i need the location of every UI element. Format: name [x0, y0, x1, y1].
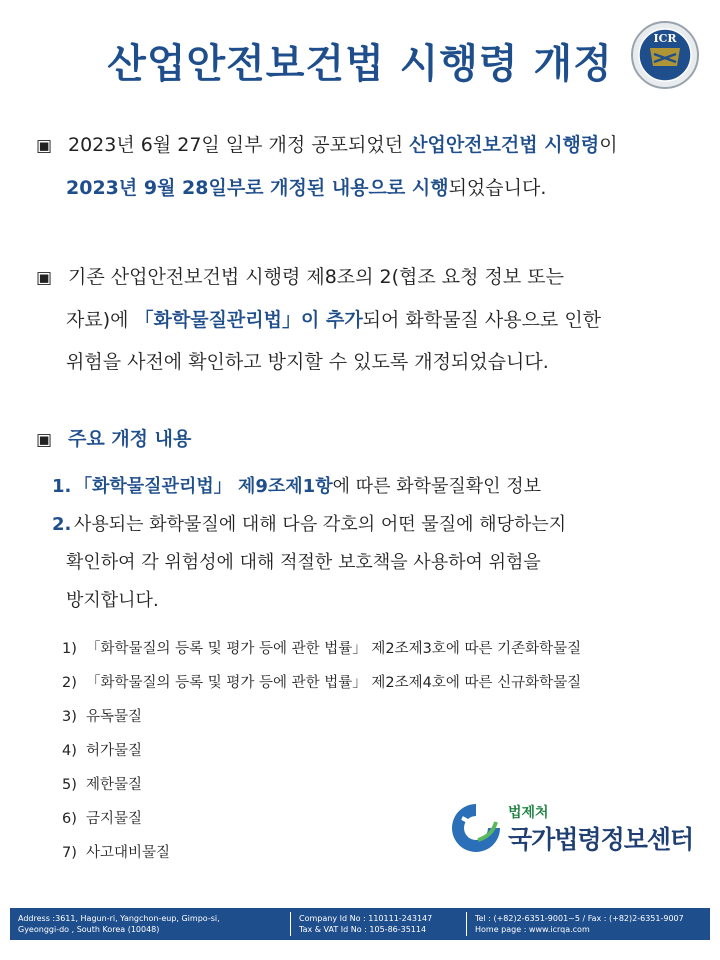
law-center-small-label: 법제처 [508, 805, 549, 821]
footer-bar [10, 908, 710, 940]
law-info-center-logo [448, 800, 694, 860]
list-item: 7) 사고대비물질 [62, 845, 171, 861]
list-item: 1. 「화학물질관리법」 제9조제1항에 따른 화학물질확인 정보 [52, 476, 542, 497]
list-item: 2) 「화학물질의 등록 및 평가 등에 관한 법률」 제2조제4호에 따른 신규화학물질 [62, 675, 582, 691]
paragraph-amendment-date: ▣ 2023년 6월 27일 일부 개정 공포되었던 산업안전보건법 시행령이 2023년 9월 28일부로 개정된 내용으로 시행되었습니다. [36, 124, 618, 209]
page-title: 산업안전보건법 시행령 개정 [107, 41, 613, 87]
list-item: 2. 사용되는 화학물질에 대해 다음 각호의 어떤 물질에 해당하는지 [52, 514, 567, 535]
list-item: 3) 유독물질 [62, 709, 143, 725]
footer-address: Address :3611, Hagun-ri, Yangchon-eup, Gimpo-si, Gyeonggi-do , South Korea (10048) [18, 914, 220, 934]
square-bullet-icon: ▣ [36, 430, 53, 450]
law-center-name: 국가법령정보센터 [508, 825, 694, 854]
footer-contact: Tel : (+82)2-6351-9001~5 / Fax : (+82)2-6351-9007 Home page : www.icrqa.com [466, 912, 710, 936]
svg-text:ICR: ICR [653, 32, 677, 45]
list-item: 4) 허가물질 [62, 743, 143, 759]
list-item-continuation: 확인하여 각 위험성에 대해 적절한 보호책을 사용하여 위험을 [66, 552, 541, 573]
law-center-emblem-icon [448, 800, 504, 856]
list-item-continuation: 방지합니다. [66, 590, 159, 611]
list-item: 6) 금지물질 [62, 811, 143, 827]
list-item: 5) 제한물질 [62, 777, 143, 793]
section-heading: ▣ 주요 개정 내용 [36, 418, 191, 461]
list-item: 1) 「화학물질의 등록 및 평가 등에 관한 법률」 제2조제3호에 따른 기존화학물질 [62, 641, 582, 657]
paragraph-existing-rule: ▣ 기존 산업안전보건법 시행령 제8조의 2(협조 요청 정보 또는 자료)에 「화학물질관리법」이 추가되어 화학물질 사용으로 인한 위험을 사전에 확인하고 방지할 수 있도록 개정되었습니다. [36, 256, 601, 383]
icr-logo [630, 20, 700, 90]
square-bullet-icon: ▣ [36, 136, 53, 156]
numbered-list [52, 468, 566, 620]
square-bullet-icon: ▣ [36, 268, 53, 288]
footer-company-ids: Company Id No : 110111-243147 Tax & VAT Id No : 105-86-35114 [290, 912, 466, 936]
